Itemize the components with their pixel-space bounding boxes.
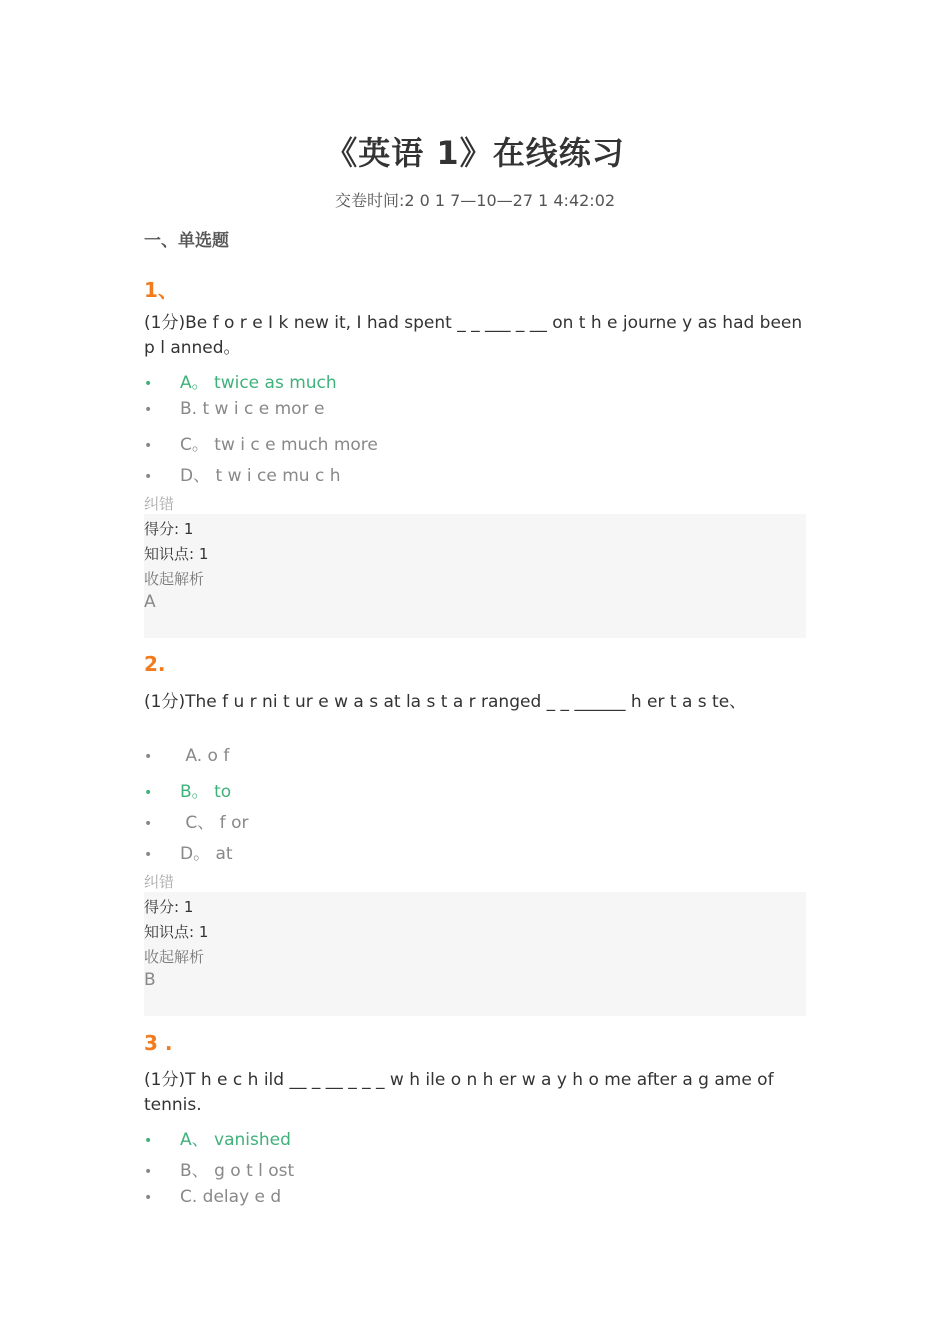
option-label: C。 tw i c e much more xyxy=(180,435,378,455)
bullet-icon: • xyxy=(144,438,153,454)
question-3-option-b[interactable] xyxy=(144,1156,294,1181)
question-1-text: (1分)Be f o r e I k new it, I had spent _ _ ___ _ __ on t h e journe y as had been p l anned。 xyxy=(144,313,803,358)
bullet-icon: • xyxy=(144,785,153,801)
question-1-analysis-panel xyxy=(144,514,806,638)
question-1-option-a[interactable] xyxy=(144,368,337,393)
bullet-icon: • xyxy=(144,1190,153,1206)
question-2-option-c[interactable] xyxy=(144,808,248,833)
bullet-icon: • xyxy=(144,376,153,392)
question-1-collapse-analysis[interactable]: 收起解析 xyxy=(144,570,205,588)
question-2-option-b[interactable] xyxy=(144,777,231,802)
question-2-knowledge-point: 知识点: 1 xyxy=(144,923,209,941)
question-2-number: 2. xyxy=(144,652,166,676)
question-2-collapse-analysis[interactable]: 收起解析 xyxy=(144,948,205,966)
option-label: A、 vanished xyxy=(180,1130,291,1150)
option-label: B。 to xyxy=(180,782,232,802)
question-2-option-d[interactable] xyxy=(144,839,233,864)
section-title: 一、单选题 xyxy=(144,231,229,251)
bullet-icon: • xyxy=(144,749,153,765)
question-1-option-c[interactable] xyxy=(144,430,378,455)
question-1-answer: A xyxy=(144,592,156,612)
bullet-icon: • xyxy=(144,469,153,485)
question-1-option-b[interactable] xyxy=(144,399,324,419)
question-2-score: 得分: 1 xyxy=(144,898,194,916)
question-1-option-d[interactable] xyxy=(144,461,340,486)
bullet-icon: • xyxy=(144,402,153,418)
option-label: A. o f xyxy=(180,746,230,766)
question-2-answer: B xyxy=(144,970,156,990)
submit-time: 交卷时间:2 0 1 7—10—27 1 4:42:02 xyxy=(334,191,616,210)
option-label: B. t w i c e mor e xyxy=(180,399,325,419)
option-label: D。 at xyxy=(180,844,233,864)
page-title: 《英语 1》在线练习 xyxy=(325,134,625,172)
bullet-icon: • xyxy=(144,1133,153,1149)
option-label: C、 f or xyxy=(180,813,249,833)
question-2-analysis-panel xyxy=(144,892,806,1016)
question-2-option-a[interactable] xyxy=(144,746,229,766)
bullet-icon: • xyxy=(144,816,153,832)
option-label: A。 twice as much xyxy=(180,373,337,393)
option-label: C. delay e d xyxy=(180,1187,282,1207)
question-3-number: 3 . xyxy=(144,1031,173,1055)
question-1-number: 1、 xyxy=(144,278,178,302)
question-3-option-c[interactable] xyxy=(144,1187,281,1207)
bullet-icon: • xyxy=(144,847,153,863)
option-label: D、 t w i ce mu c h xyxy=(180,466,341,486)
bullet-icon: • xyxy=(144,1164,153,1180)
question-1-report-error-link[interactable]: 纠错 xyxy=(144,495,175,513)
option-label: B、 g o t l ost xyxy=(180,1161,295,1181)
question-1-score: 得分: 1 xyxy=(144,520,194,538)
question-2-text: (1分)The f u r ni t ur e w a s at la s t a r ranged _ _ ______ h er t a s te、 xyxy=(144,692,747,712)
question-2-report-error-link[interactable]: 纠错 xyxy=(144,873,175,891)
question-3-text: (1分)T h e c h ild __ _ __ _ _ _ w h ile o n h er w a y h o me after a g ame of tennis. xyxy=(144,1070,774,1115)
question-1-knowledge-point: 知识点: 1 xyxy=(144,545,209,563)
question-3-option-a[interactable] xyxy=(144,1125,291,1150)
